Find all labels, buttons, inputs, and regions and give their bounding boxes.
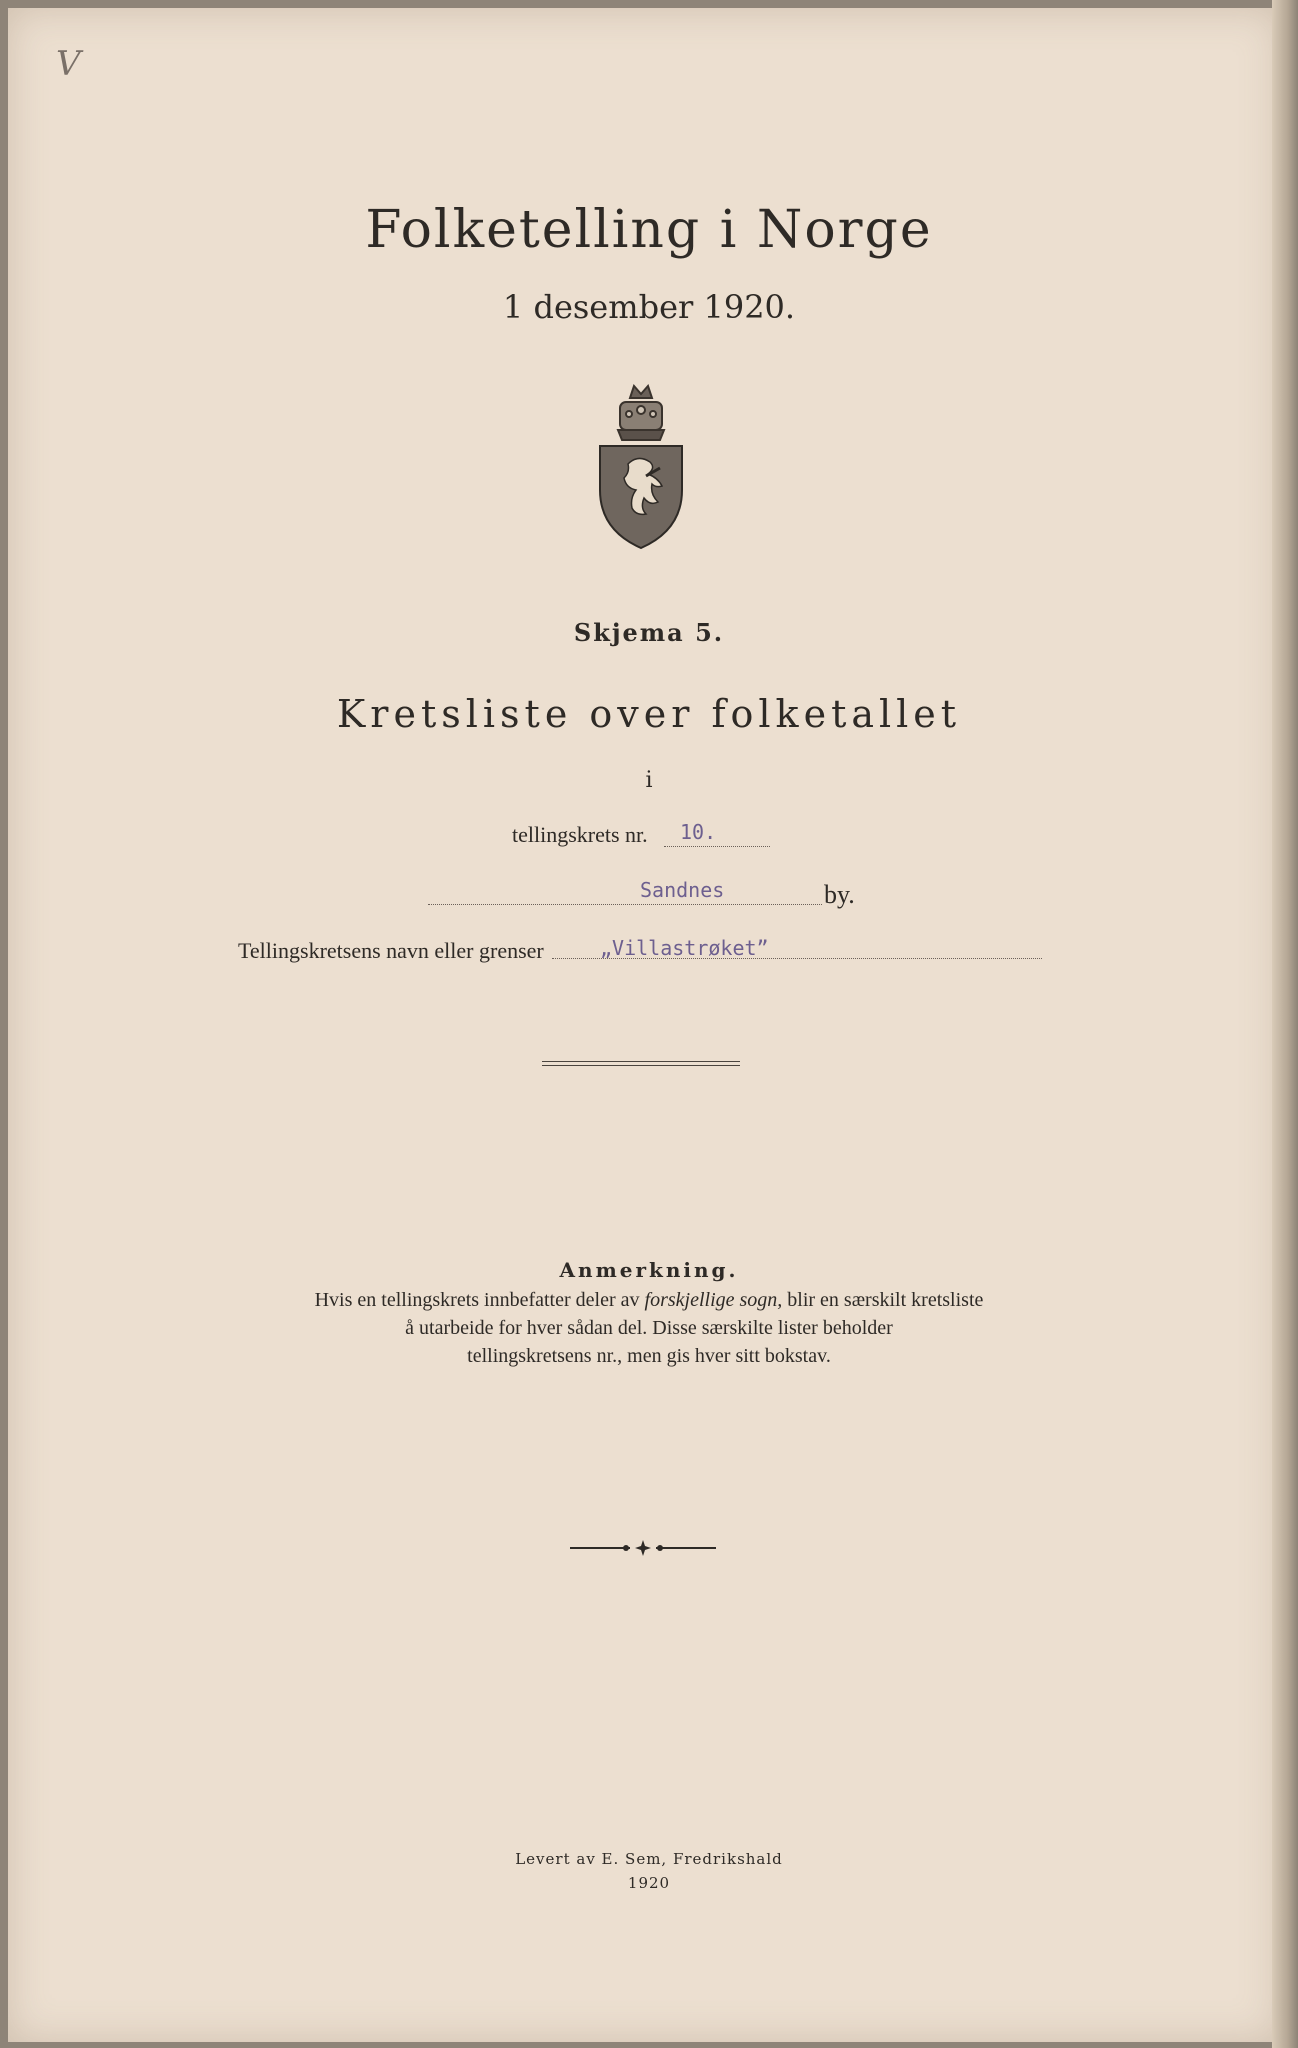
margin-mark: V: [56, 44, 81, 84]
form-heading: Kretsliste over folketallet: [336, 692, 962, 736]
document-title: Folketelling i Norge: [365, 200, 933, 260]
district-number-field[interactable]: 10.: [680, 820, 717, 844]
district-label: tellingskrets nr.: [512, 822, 648, 847]
remark-heading: Anmerkning.: [559, 1258, 739, 1282]
schema-number: Skjema 5.: [573, 618, 725, 647]
remark-line-1-italic: forskjellige sogn,: [644, 1289, 783, 1311]
remark-line-3: tellingskretsens nr., men gis hver sitt bokstav.: [467, 1345, 831, 1367]
names-label: Tellingskretsens navn eller grenser: [238, 938, 544, 963]
remark-line-2: å utarbeide for hver sådan del. Disse særskilte lister beholder: [405, 1317, 893, 1339]
printer-credit: Levert av E. Sem, Fredrikshald: [515, 1850, 783, 1868]
ornament-divider-icon: [570, 1538, 716, 1558]
remark-line-1-end: blir en særskilt kretsliste: [782, 1289, 984, 1311]
separator-rule: [542, 1061, 740, 1062]
separator-rule-second: [542, 1065, 740, 1066]
town-dotline: [428, 904, 822, 905]
coat-of-arms-icon: [594, 380, 688, 550]
town-suffix: by.: [824, 880, 855, 909]
district-dotline: [664, 846, 770, 847]
print-year: 1920: [627, 1874, 671, 1892]
district-names-field[interactable]: „Villastrøket”: [600, 936, 769, 960]
census-date: 1 desember 1920.: [502, 288, 796, 326]
town-name-field[interactable]: Sandnes: [640, 878, 725, 902]
remark-line-1-start: Hvis en tellingskrets innbefatter deler av: [314, 1289, 645, 1311]
preposition-i: i: [645, 768, 653, 793]
remark-line-1: [240, 1286, 1058, 1314]
